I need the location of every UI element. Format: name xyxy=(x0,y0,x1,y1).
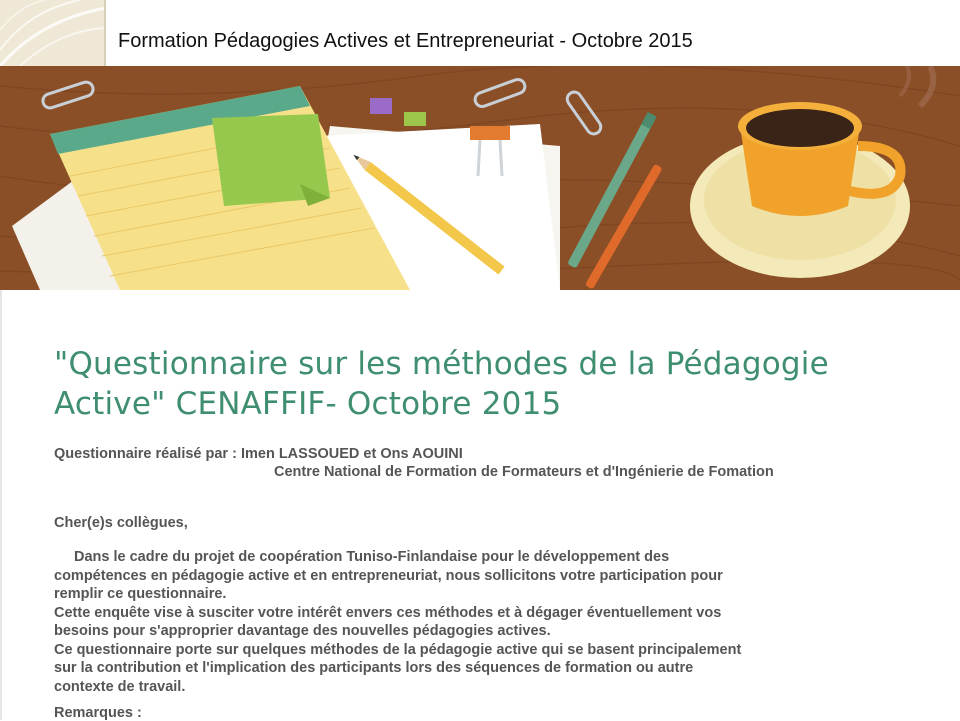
description-line: compétences en pédagogie active et en entrepreneuriat, nous sollicitons votre participation pour xyxy=(54,567,723,584)
description-line: sur la contribution et l'implication des participants lors des séquences de formation ou autre xyxy=(54,660,694,676)
description-line: remplir ce questionnaire. xyxy=(54,586,227,602)
desk-illustration-banner xyxy=(0,66,960,290)
description-line: Dans le cadre du projet de coopération Tuniso-Finlandaise pour le développement des xyxy=(74,549,670,565)
description-line: contexte de travail. xyxy=(54,678,186,695)
form-institution: Centre National de Formation de Formateurs et d'Ingénierie de Fomation xyxy=(274,464,774,480)
corner-ornament xyxy=(0,0,106,66)
form-title xyxy=(54,344,914,424)
description-line: Cette enquête vise à susciter votre intérêt envers ces méthodes et à dégager éventuellement vos xyxy=(54,604,722,621)
description-line: besoins pour s'approprier davantage des nouvelles pédagogies actives. xyxy=(54,623,551,639)
form-title-line1: "Questionnaire sur les méthodes de la Pédagogie xyxy=(54,346,829,382)
description-line: Ce questionnaire porte sur quelques méthodes de la pédagogie active qui se basent principalement xyxy=(54,641,742,658)
form-title-line2: Active" CENAFFIF- Octobre 2015 xyxy=(54,386,562,422)
form-greeting: Cher(e)s collègues, xyxy=(54,515,188,531)
presentation-title: Formation Pédagogies Actives et Entrepreneuriat - Octobre 2015 xyxy=(118,30,693,52)
form-remarks-heading: Remarques : xyxy=(54,705,142,721)
form-byline: Questionnaire réalisé par : Imen LASSOUED et Ons AOUINI xyxy=(54,446,463,462)
form-description xyxy=(54,548,914,696)
